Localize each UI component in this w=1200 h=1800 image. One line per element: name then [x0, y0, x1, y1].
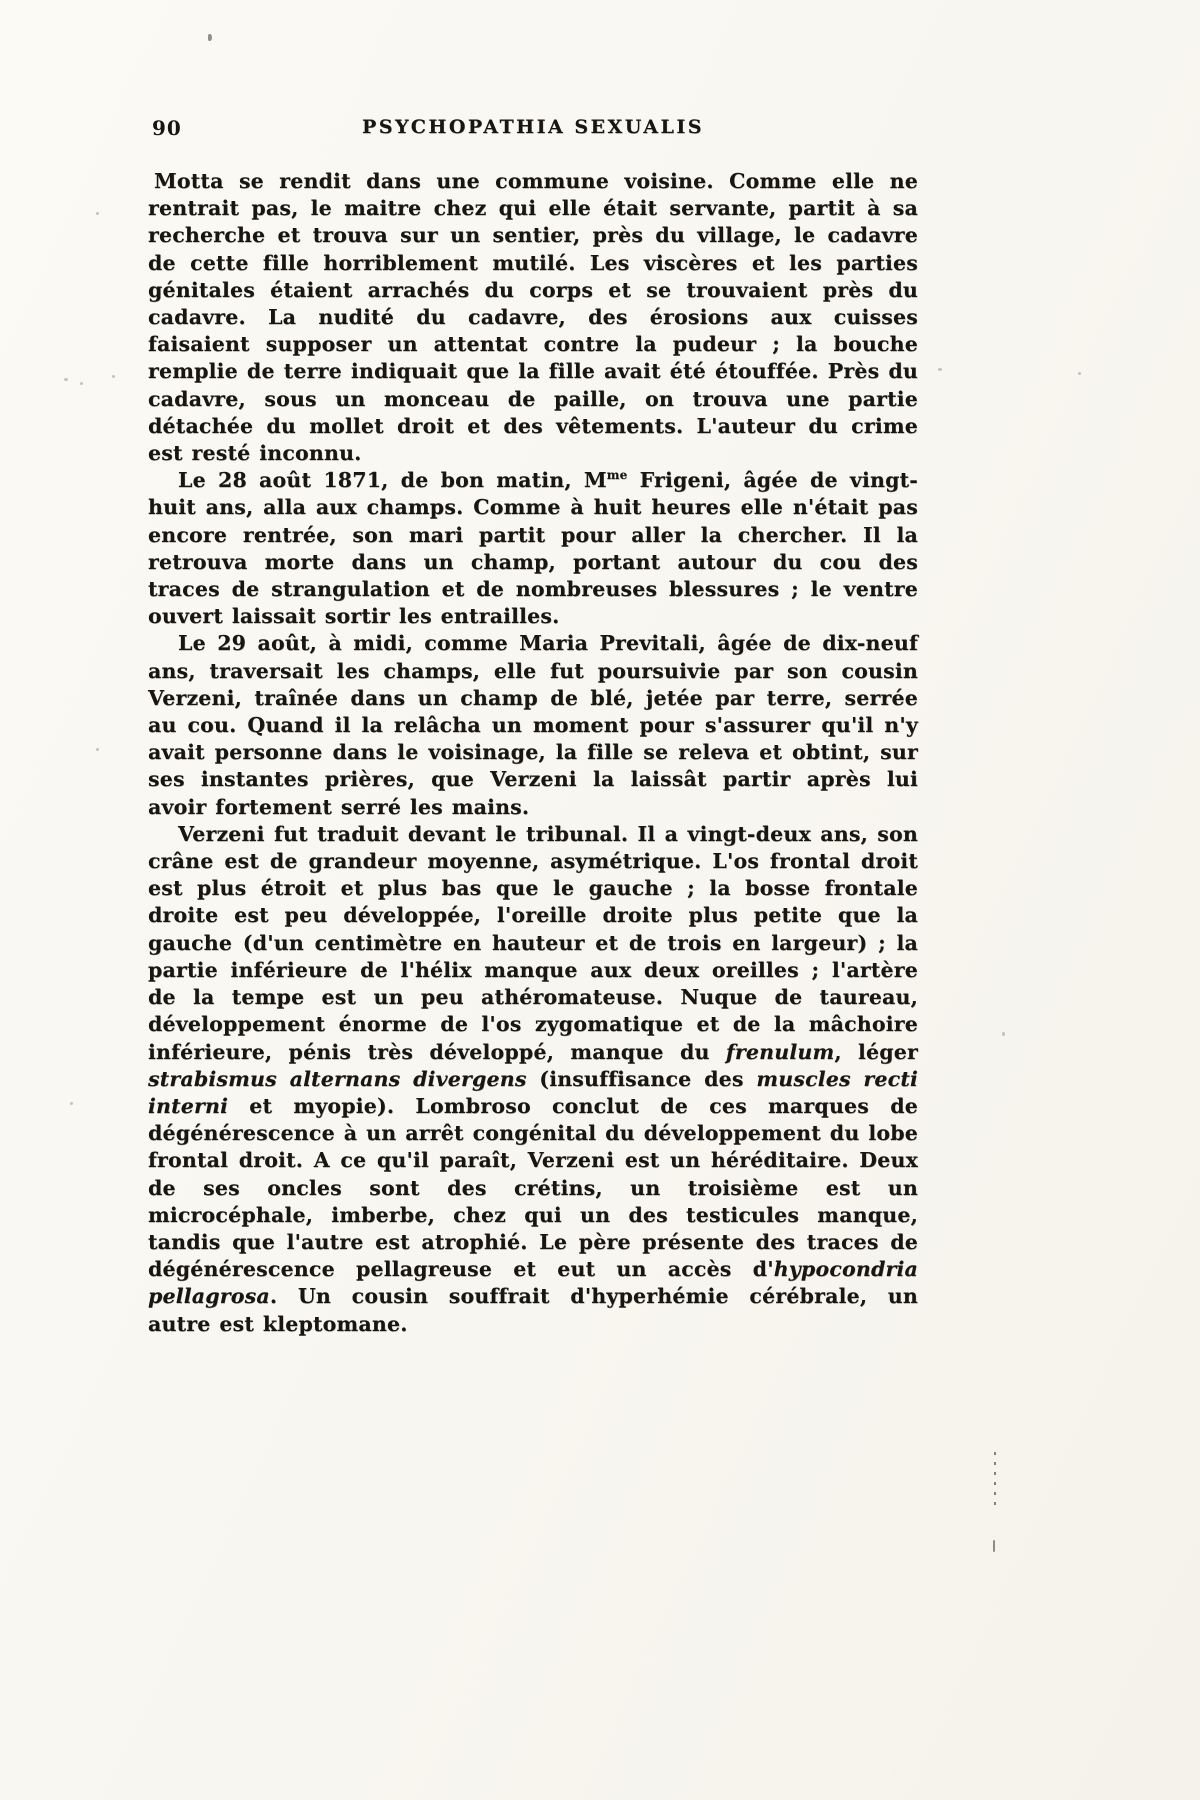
paragraph: [148, 630, 918, 820]
page-paragraphs: [148, 168, 918, 1338]
body-text-run: (insuffisance des: [526, 1066, 757, 1091]
scan-speck: [80, 382, 83, 385]
scan-speck: [1078, 372, 1081, 375]
scan-speck: [1002, 1032, 1005, 1036]
body-text-run: Verzeni fut traduit devant le tribunal. Il a vingt-deux ans, son crâne est de grandeur moyenne, asymétrique. L'os frontal droit est plus étroit et plus bas que le gauche ; la bosse frontale droite est peu développée, l'oreille droite plus petite que la gauche (d'un centimètre en hauteur et de trois en largeur) ; la partie inférieure de l'hélix manque aux deux oreilles ; l'artère de la tempe est un peu athéromateuse. Nuque de taureau, développement énorme de l'os zygomatique et de la mâchoire inférieure, pénis très développé, manque du: [148, 821, 918, 1064]
scan-speck: [96, 212, 99, 215]
paragraph: [148, 821, 918, 1338]
scan-speck: [112, 375, 115, 378]
body-text-run: Motta se rendit dans une commune voisine. Comme elle ne rentrait pas, le maitre chez qui elle était servante, partit à sa recherche et trouva sur un sentier, près du village, le cadavre de cette fille horriblement mutilé. Les viscères et les parties génitales étaient arrachés du corps et se trouvaient près du cadavre. La nudité du cadavre, des érosions aux cuisses faisaient supposer un attentat contre la pudeur ; la bouche remplie de terre indiquait que la fille avait été étouffée. Près du cadavre, sous un monceau de paille, on trouva une partie détachée du mollet droit et des vêtements. L'auteur du crime est resté inconnu.: [148, 169, 918, 466]
italic-text: strabismus alternans divergens: [148, 1066, 527, 1091]
italic-text: hypocondria pellagrosa: [148, 1257, 918, 1309]
paragraph: [148, 168, 918, 467]
running-title: PSYCHOPATHIA SEXUALIS: [362, 116, 704, 138]
scan-dotted-mark: [994, 1452, 996, 1508]
superscript-text: me: [606, 468, 628, 483]
body-text-run: Le 28 août 1871, de bon matin, M: [178, 468, 607, 493]
scan-speck: [993, 1540, 995, 1552]
scan-speck: [96, 748, 99, 751]
scan-speck: [938, 368, 942, 371]
body-text-run: . Un cousin souffrait d'hyperhémie cérébrale, un autre est kleptomane.: [148, 1284, 918, 1336]
body-text-run: et myopie). Lombroso conclut de ces marques de dégénérescence à un arrêt congénital du développement du lobe frontal droit. A ce qu'il paraît, Verzeni est un héréditaire. Deux de ses oncles sont des crétins, un troisième est un microcéphale, imberbe, chez qui un des testicules manque, tandis que l'autre est atrophié. Le père présente des traces de dégénérescence pellagreuse et eut un accès d': [148, 1093, 918, 1282]
text-column: [148, 112, 918, 1338]
page-header: [148, 112, 918, 146]
scan-speck: [70, 1102, 73, 1105]
body-text-run: Le 29 août, à midi, comme Maria Previtali, âgée de dix-neuf ans, traversait les champs, elle fut poursuivie par son cousin Verzeni, traînée dans un champ de blé, jetée par terre, serrée au cou. Quand il la relâcha un moment pour s'assurer qu'il n'y avait personne dans le voisinage, la fille se releva et obtint, sur ses instantes prières, que Verzeni la laissât partir après lui avoir fortement serré les mains.: [148, 631, 918, 819]
page-number: 90: [152, 116, 182, 140]
italic-text: muscles recti interni: [148, 1066, 918, 1118]
scan-speck: [208, 34, 212, 41]
paragraph: [148, 467, 918, 630]
italic-text: frenulum: [725, 1039, 835, 1064]
body-text-run: Frigeni, âgée de vingt-huit ans, alla aux champs. Comme à huit heures elle n'était pas encore rentrée, son mari partit pour aller la chercher. Il la retrouva morte dans un champ, portant autour du cou des traces de strangulation et de nombreuses blessures ; le ventre ouvert laissait sortir les entrailles.: [148, 468, 918, 629]
body-text-run: , léger: [834, 1039, 918, 1064]
scan-speck: [64, 378, 68, 381]
